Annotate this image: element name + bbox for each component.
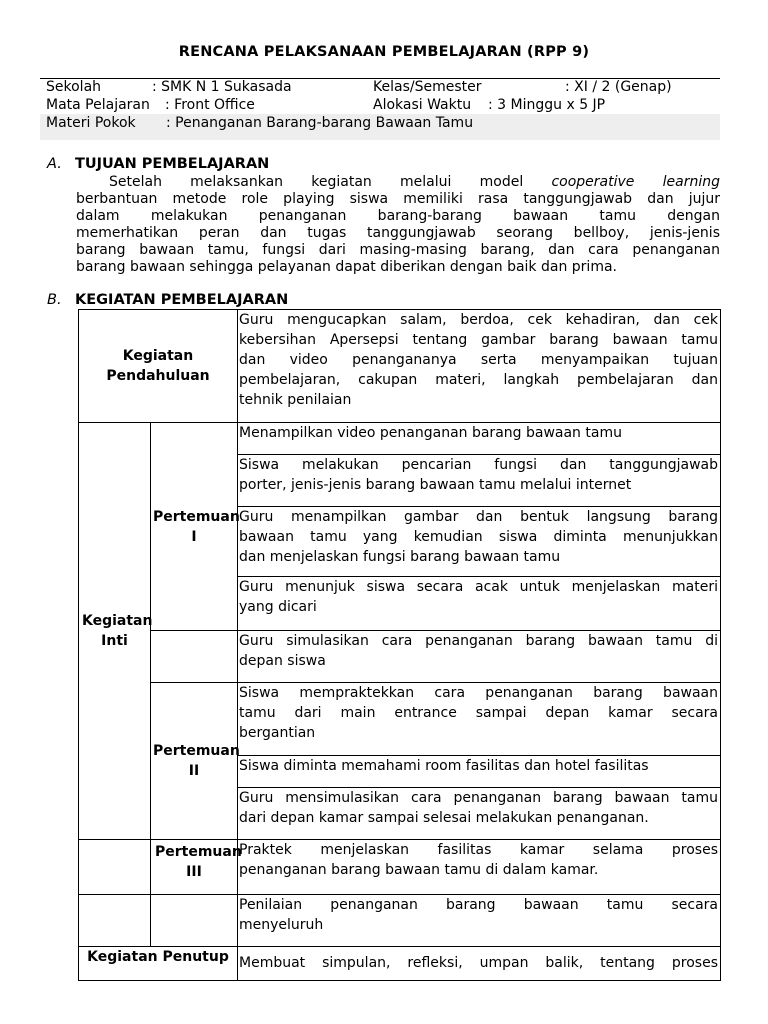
- section-b-heading: [47, 292, 288, 308]
- empty-cell: [79, 895, 151, 947]
- cell-line: dan menjelaskan fungsi barang bawaan tamu: [239, 549, 561, 565]
- table-row: [79, 683, 721, 756]
- penutup-text: [238, 947, 721, 981]
- pendahuluan-label: Kegiatan Pendahuluan: [79, 310, 238, 423]
- cell-line: Guru menunjuk siswa secara acak untuk menjelaskan materi: [239, 579, 718, 595]
- para-line: dalam melakukan penanganan barang-barang bawaan tamu dengan: [76, 208, 720, 224]
- pertemuan-1-label: Pertemuan I: [151, 423, 238, 631]
- materi-label: Materi Pokok: [46, 115, 136, 131]
- empty-cell: [151, 895, 238, 947]
- para-line: barang bawaan sehingga pelayanan dapat diberikan dengan baik dan prima.: [76, 259, 617, 275]
- kegiatan-item: [238, 683, 721, 756]
- section-a-title: TUJUAN PEMBELAJARAN: [75, 156, 270, 172]
- penutup-label: Kegiatan Penutup: [79, 947, 238, 981]
- cell-line: tamu dari main entrance sampai depan kamar secara: [239, 705, 718, 721]
- pendahuluan-text: [238, 310, 721, 423]
- kegiatan-item: [238, 756, 721, 788]
- cell-line: bergantian: [239, 725, 316, 741]
- kegiatan-item: [238, 507, 721, 577]
- cell-line: Siswa mempraktekkan cara penanganan barang bawaan: [239, 685, 718, 701]
- cell-line: Guru mensimulasikan cara penanganan barang bawaan tamu: [239, 790, 718, 806]
- cell-line: kebersihan Apersepsi tentang gambar barang bawaan tamu: [239, 332, 718, 348]
- cell-line: Menampilkan video penanganan barang bawaan tamu: [239, 425, 622, 441]
- cell-line: yang dicari: [239, 599, 317, 615]
- cell-line: Siswa diminta memahami room fasilitas dan hotel fasilitas: [239, 758, 649, 774]
- kelas-label: Kelas/Semester: [373, 79, 482, 95]
- cell-line: porter, jenis-jenis barang bawaan tamu melalui internet: [239, 477, 632, 493]
- info-row-1: [40, 79, 720, 97]
- sekolah-value: : SMK N 1 Sukasada: [152, 79, 292, 95]
- kegiatan-item: [238, 840, 721, 895]
- section-b-letter: B.: [47, 292, 62, 308]
- cell-line: bawaan tamu yang kemudian siswa diminta menunjukkan: [239, 529, 718, 545]
- empty-cell: [79, 840, 151, 895]
- pertemuan-2-label: Pertemuan II: [151, 683, 238, 840]
- cell-line: menyeluruh: [239, 917, 324, 933]
- cell-line: dan video penangananya serta menyampaikan tujuan: [239, 352, 718, 368]
- section-a-heading: [47, 156, 269, 172]
- kegiatan-item: [238, 423, 721, 455]
- cell-line: Penilaian penanganan barang bawaan tamu secara: [239, 897, 718, 913]
- table-row: [79, 310, 721, 423]
- tujuan-paragraph: [76, 174, 720, 276]
- identity-box: [40, 78, 720, 140]
- cell-line: pembelajaran, cakupan materi, langkah pembelajaran dan: [239, 372, 718, 388]
- kegiatan-item: [238, 788, 721, 840]
- table-row: [79, 895, 721, 947]
- cell-line: Guru mengucapkan salam, berdoa, cek kehadiran, dan cek: [239, 312, 718, 328]
- cell-line: tehnik penilaian: [239, 392, 352, 408]
- table-row: [79, 423, 721, 455]
- cell-line: penanganan barang bawaan tamu di dalam kamar.: [239, 862, 599, 878]
- section-b-title: KEGIATAN PEMBELAJARAN: [75, 292, 289, 308]
- cell-line: Guru simulasikan cara penanganan barang bawaan tamu di: [239, 633, 718, 649]
- cell-line: Guru menampilkan gambar dan bentuk langsung barang: [239, 509, 718, 525]
- empty-cell: [151, 631, 238, 683]
- document-title: RENCANA PELAKSANAAN PEMBELAJARAN (RPP 9): [178, 44, 590, 60]
- info-row-2: [40, 97, 720, 115]
- info-row-3: [40, 114, 720, 140]
- para-line: Setelah melaksankan kegiatan melalui model cooperative learning: [109, 174, 720, 190]
- para-line: berbantuan metode role playing siswa memiliki rasa tanggungjawab dan jujur: [76, 191, 720, 207]
- cell-line: depan siswa: [239, 653, 326, 669]
- para-line: memerhatikan peran dan tugas tanggungjawab seorang bellboy, jenis-jenis: [76, 225, 720, 241]
- sekolah-label: Sekolah: [46, 79, 102, 95]
- kegiatan-item: [238, 895, 721, 947]
- alokasi-value: : 3 Minggu x 5 JP: [488, 96, 606, 113]
- para-line: barang bawaan tamu, fungsi dari masing-masing barang, dan cara penanganan: [76, 242, 720, 258]
- mapel-value: : Front Office: [165, 96, 255, 113]
- pertemuan-3-label: Pertemuan III: [151, 840, 238, 895]
- materi-value: : Penanganan Barang-barang Bawaan Tamu: [166, 115, 474, 131]
- table-row: [79, 947, 721, 981]
- table-row: [79, 840, 721, 895]
- cell-line: Membuat simpulan, refleksi, umpan balik, tentang proses: [239, 955, 718, 971]
- section-a-letter: A.: [47, 156, 62, 172]
- mapel-label: Mata Pelajaran: [46, 96, 150, 113]
- table-row: [79, 631, 721, 683]
- kegiatan-item: [238, 577, 721, 631]
- cell-line: Praktek menjelaskan fasilitas kamar selama proses: [239, 842, 718, 858]
- kegiatan-table: [78, 309, 721, 981]
- cell-line: Siswa melakukan pencarian fungsi dan tanggungjawab: [239, 457, 718, 473]
- kegiatan-item: [238, 455, 721, 507]
- inti-label: Kegiatan Inti: [79, 423, 151, 840]
- alokasi-label: Alokasi Waktu: [373, 96, 472, 113]
- cell-line: dari depan kamar sampai selesai melakukan penanganan.: [239, 810, 649, 826]
- kegiatan-item: [238, 631, 721, 683]
- kelas-value: : XI / 2 (Genap): [565, 79, 672, 95]
